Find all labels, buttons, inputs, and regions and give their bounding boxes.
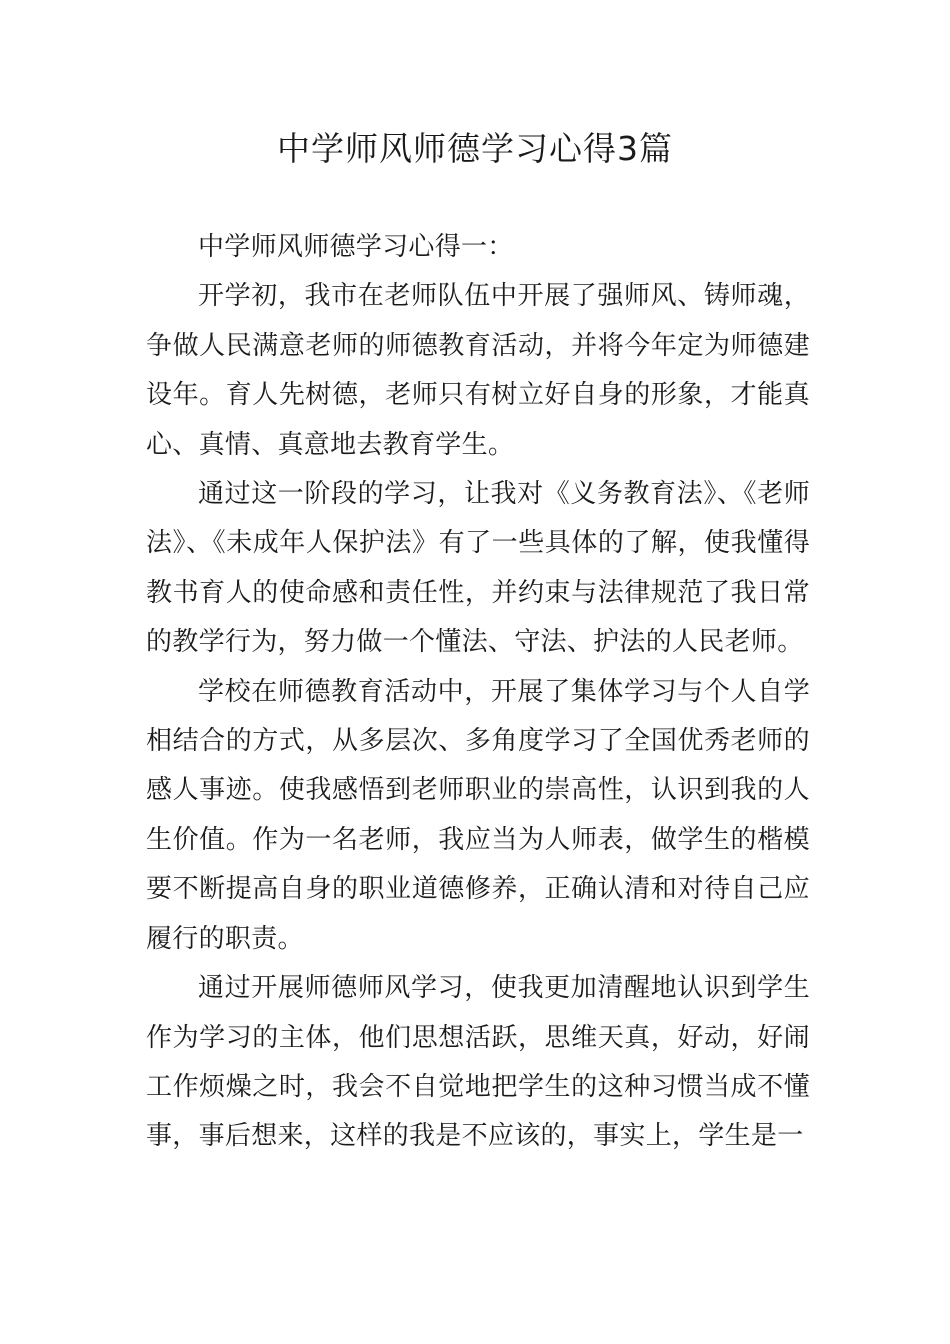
document-title: 中学师风师德学习心得3篇 (277, 129, 673, 168)
document-body (146, 223, 810, 1162)
paragraph: 通过这一阶段的学习，让我对《义务教育法》、《老师法》、《未成年人保护法》有了一些具体的了解，使我懂得教书育人的使命感和责任性，并约束与法律规范了我日常的教学行为，努力做一个懂法、守法、护法的人民老师。 (146, 479, 810, 658)
paragraph: 学校在师德教育活动中，开展了集体学习与个人自学相结合的方式，从多层次、多角度学习了全国优秀老师的感人事迹。使我感悟到老师职业的崇高性，认识到我的人生价值。作为一名老师，我应当为人师表，做学生的楷模要不断提高自身的职业道德修养，正确认清和对待自己应履行的职责。 (146, 676, 810, 954)
paragraph: 通过开展师德师风学习，使我更加清醒地认识到学生作为学习的主体，他们思想活跃，思维天真，好动，好闹工作烦燥之时，我会不自觉地把学生的这种习惯当成不懂事，事后想来，这样的我是不应该的，事实上，学生是一 (146, 973, 810, 1152)
paragraph: 开学初，我市在老师队伍中开展了强师风、铸师魂，争做人民满意老师的师德教育活动，并将今年定为师德建设年。育人先树德，老师只有树立好自身的形象，才能真心、真情、真意地去教育学生。 (146, 281, 810, 460)
paragraph-subtitle: 中学师风师德学习心得一： (198, 232, 514, 262)
